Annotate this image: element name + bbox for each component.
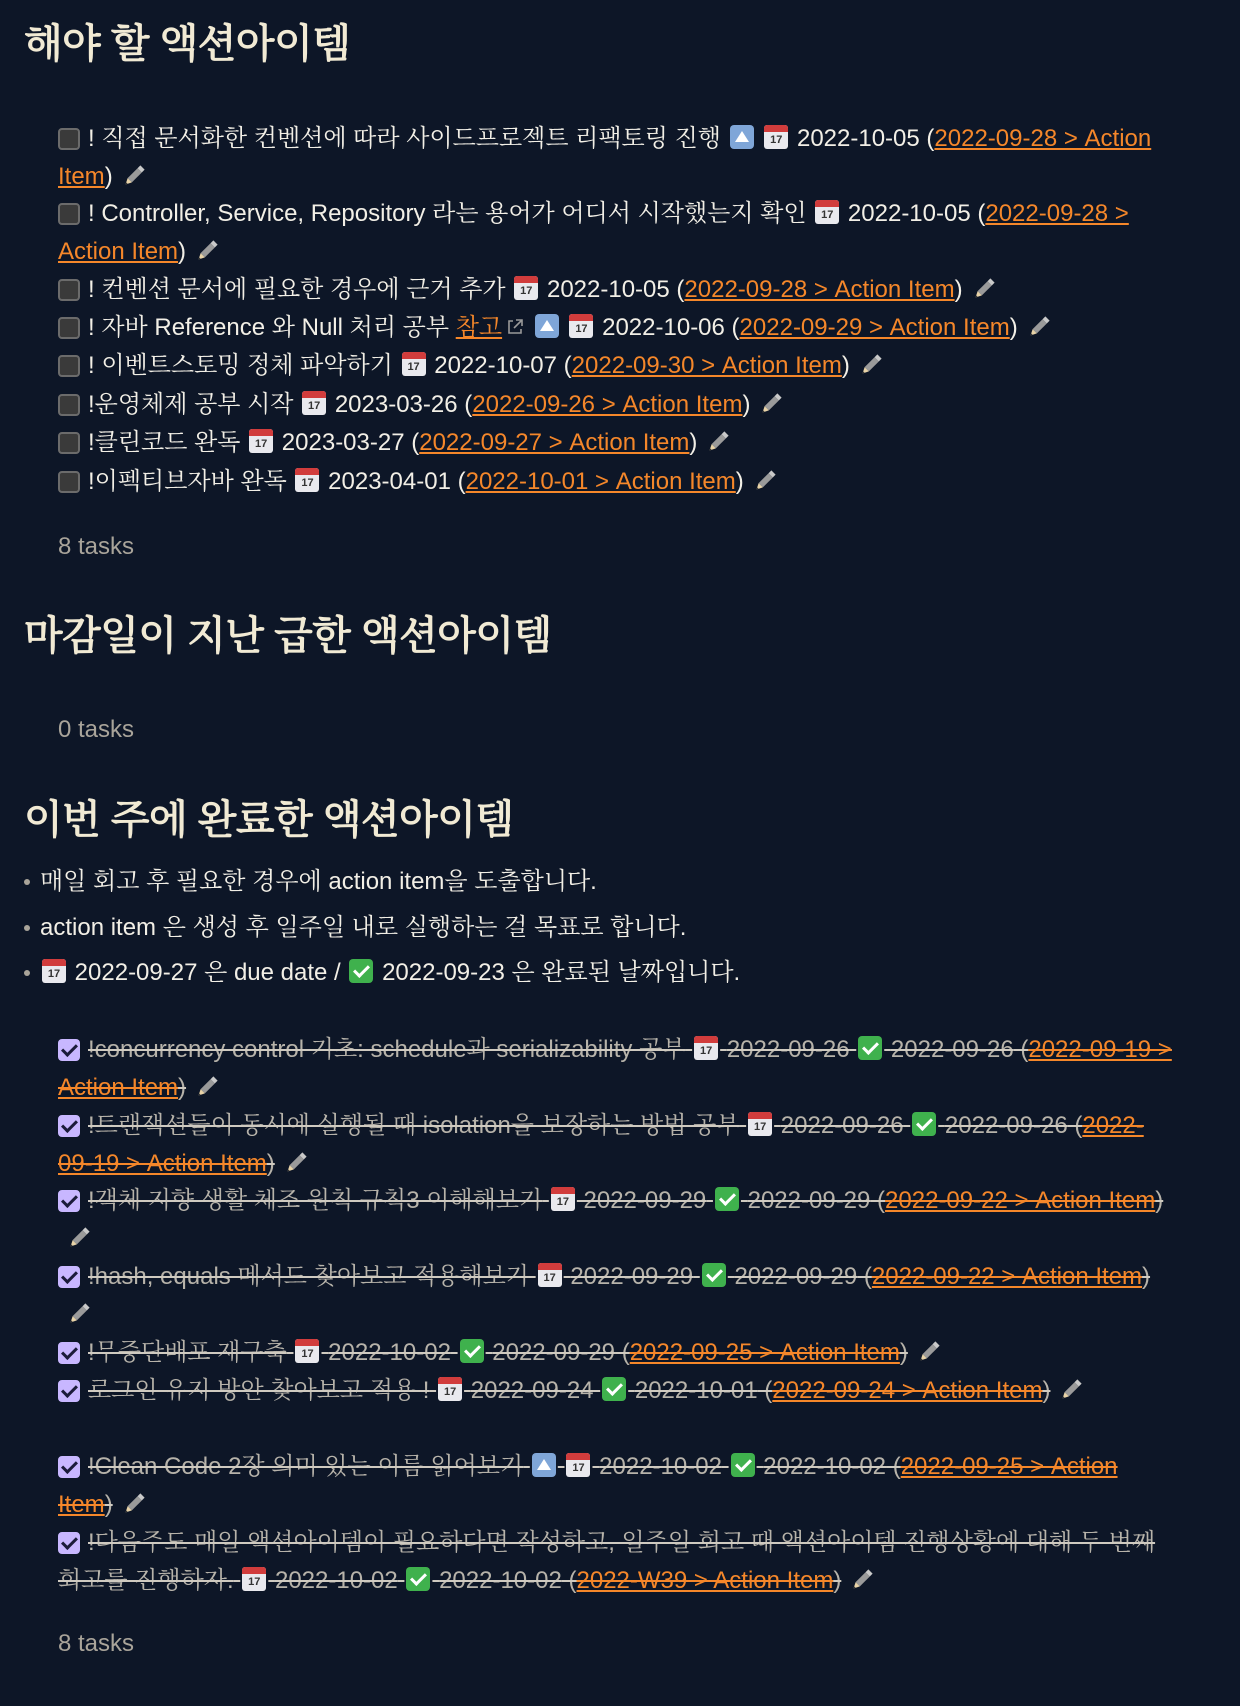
due-date: 2022-09-26 [780, 1112, 904, 1139]
note-text: 매일 회고 후 필요한 경우에 action item을 도출합니다. [40, 868, 597, 895]
source-note-link[interactable]: 2022-09-28 > Action Item [58, 125, 1152, 190]
task-title: 로그인 유지 방안 찾아보고 적용 ! [88, 1377, 430, 1404]
calendar-icon: 17 [402, 352, 426, 376]
task-count: 0 tasks [58, 716, 135, 743]
section-title-done-this-week: 이번 주에 완료한 액션아이템 [24, 798, 514, 842]
source-note-link[interactable]: 2022-09-26 > Action Item [472, 391, 743, 418]
task-text: ! 자바 Reference 와 Null 처리 공부 참고 17 2022-10-06 (2022-09-29 > Action Item) [58, 309, 1178, 347]
due-date: 2022-10-02 [274, 1567, 398, 1594]
due-date: 2023-03-26 [334, 391, 458, 418]
calendar-icon: 17 [42, 959, 66, 983]
pencil-icon[interactable] [758, 391, 784, 417]
task-text: !클린코드 완독 17 2023-03-27 (2022-09-27 > Action Item) [58, 424, 1178, 462]
calendar-icon: 17 [295, 468, 319, 492]
due-date: 2022-09-24 [470, 1377, 594, 1404]
task-text: ! 컨벤션 문서에 필요한 경우에 근거 추가 17 2022-10-05 (2022-09-28 > Action Item) [58, 271, 1178, 309]
calendar-icon: 17 [538, 1263, 562, 1287]
pencil-icon[interactable] [66, 1301, 92, 1327]
check-mark-icon [406, 1567, 430, 1591]
check-mark-icon [715, 1187, 739, 1211]
pencil-icon[interactable] [194, 1074, 220, 1100]
check-mark-icon [460, 1339, 484, 1363]
task-title: ! 직접 문서화한 컨벤션에 따라 사이드프로젝트 리팩토링 진행 [88, 125, 721, 152]
source-note-link[interactable]: 2022-10-01 > Action Item [465, 468, 736, 495]
note-item [24, 864, 597, 900]
source-note-link[interactable]: 2022-09-22 > Action Item [885, 1187, 1156, 1214]
due-date: 2022-09-29 [570, 1263, 694, 1290]
task-title: !이펙티브자바 완독 [88, 468, 287, 495]
external-link-icon [506, 318, 524, 336]
calendar-icon: 17 [566, 1453, 590, 1477]
reference-link[interactable]: 참고 [455, 314, 503, 341]
check-mark-icon [602, 1377, 626, 1401]
source-note-link[interactable]: 2022-09-19 > Action Item [58, 1036, 1172, 1101]
calendar-icon: 17 [748, 1112, 772, 1136]
source-note-link[interactable]: 2022-09-25 > Action Item [629, 1339, 900, 1366]
note-text: action item 은 생성 후 일주일 내로 실행하는 걸 목표로 합니다. [40, 914, 687, 941]
done-date: 2022-10-01 [634, 1377, 758, 1404]
calendar-icon: 17 [295, 1339, 319, 1363]
source-note-link[interactable]: 2022-W39 > Action Item [576, 1567, 834, 1594]
task-title: !무중단배포 재구축 [88, 1339, 287, 1366]
source-note-link[interactable]: 2022-09-28 > Action Item [684, 276, 955, 303]
task-text: !운영체제 공부 시작 17 2023-03-26 (2022-09-26 > Action Item) [58, 386, 1178, 424]
bullet-dot [24, 879, 30, 885]
due-date: 2023-04-01 [328, 468, 451, 495]
task-text: !다음주도 매일 액션아이템이 필요하다면 작성하고, 일주일 회고 때 액션아이템 진행상황에 대해 두 번째 회고를 진행하자. 17 2022-10-02 2022-10-02 (2022-W39 > Action Item) [58, 1529, 1156, 1594]
task-text: ! 이벤트스토밍 정체 파악하기 17 2022-10-07 (2022-09-30 > Action Item) [58, 347, 1178, 385]
pencil-icon[interactable] [1058, 1377, 1084, 1403]
due-date: 2022-10-02 [599, 1453, 722, 1480]
pencil-icon[interactable] [752, 468, 778, 494]
calendar-icon: 17 [815, 200, 839, 224]
bullet-dot [24, 925, 30, 931]
calendar-icon: 17 [242, 1567, 266, 1591]
done-date: 2022-09-29 [734, 1263, 858, 1290]
done-date: 2022-09-26 [890, 1036, 1014, 1063]
due-date: 2022-10-02 [328, 1339, 451, 1366]
calendar-icon: 17 [302, 391, 326, 415]
task-title: !운영체제 공부 시작 [88, 391, 294, 418]
task-count: 8 tasks [58, 533, 135, 560]
task-text: !객체 지향 생활 체조 원칙 규칙3 이해해보기 17 2022-09-29 2022-09-29 (2022-09-22 > Action Item) [58, 1182, 1178, 1258]
calendar-icon: 17 [438, 1377, 462, 1401]
due-date: 2022-10-05 [847, 200, 971, 227]
task-title: ! 이벤트스토밍 정체 파악하기 [88, 352, 393, 379]
pencil-icon[interactable] [705, 429, 731, 455]
check-mark-icon [731, 1453, 755, 1477]
check-mark-icon [912, 1112, 936, 1136]
pencil-icon[interactable] [971, 276, 997, 302]
note-date: 2022-09-23 [382, 959, 505, 986]
note-text: 은 완료된 날짜입니다. [511, 959, 741, 986]
task-count: 8 tasks [58, 1630, 135, 1657]
task-title: !concurrency control 기초: schedule과 serializability 공부 [88, 1036, 686, 1063]
check-mark-icon [702, 1263, 726, 1287]
task-title: ! 컨벤션 문서에 필요한 경우에 근거 추가 [88, 276, 506, 303]
done-date: 2022-10-02 [439, 1567, 562, 1594]
source-note-link[interactable]: 2022-09-28 > Action Item [58, 200, 1129, 265]
done-date: 2022-09-29 [492, 1339, 616, 1366]
up-arrow-icon [535, 314, 559, 338]
done-date: 2022-09-29 [747, 1187, 871, 1214]
pencil-icon[interactable] [1026, 314, 1052, 340]
task-text: !이펙티브자바 완독 17 2023-04-01 (2022-10-01 > Action Item) [58, 463, 1178, 501]
due-date: 2022-10-05 [796, 125, 920, 152]
task-text: !트랜잭션들이 동시에 실행될 때 isolation을 보장하는 방법 공부 17 2022-09-26 2022-09-26 (2022-09-19 > Action Item) [58, 1112, 1144, 1177]
due-date: 2022-09-29 [583, 1187, 707, 1214]
pencil-icon[interactable] [916, 1339, 942, 1365]
task-title: !hash, equals 메서드 찾아보고 적용해보기 [88, 1263, 529, 1290]
pencil-icon[interactable] [283, 1150, 309, 1176]
note-date: 2022-09-27 [74, 959, 198, 986]
source-note-link[interactable]: 2022-09-30 > Action Item [571, 352, 842, 379]
up-arrow-icon [730, 125, 754, 149]
note-item [24, 910, 686, 946]
calendar-icon: 17 [249, 429, 273, 453]
task-text: ! 직접 문서화한 컨벤션에 따라 사이드프로젝트 리팩토링 진행 17 2022-10-05 (2022-09-28 > Action Item) [58, 125, 1152, 190]
task-text: 로그인 유지 방안 찾아보고 적용 ! 17 2022-09-24 2022-10-01 (2022-09-24 > Action Item) [58, 1372, 1178, 1410]
source-note-link[interactable]: 2022-09-25 > Action Item [58, 1453, 1118, 1518]
task-text: ! Controller, Service, Repository 라는 용어가 어디서 시작했는지 확인 17 2022-10-05 (2022-09-28 > Action Item) [58, 200, 1129, 265]
check-mark-icon [349, 959, 373, 983]
pencil-icon[interactable] [849, 1567, 875, 1593]
due-date: 2023-03-27 [281, 429, 405, 456]
section-title-overdue: 마감일이 지난 급한 액션아이템 [24, 614, 552, 658]
pencil-icon[interactable] [121, 163, 147, 189]
check-mark-icon [858, 1036, 882, 1060]
task-title: !클린코드 완독 [88, 429, 241, 456]
due-date: 2022-10-06 [602, 314, 725, 341]
due-date: 2022-09-26 [726, 1036, 850, 1063]
source-note-link[interactable]: 2022-09-24 > Action Item [772, 1377, 1043, 1404]
note-text: 은 due date / [204, 959, 341, 986]
section-title-todo: 해야 할 액션아이템 [24, 22, 351, 66]
source-note-link[interactable]: 2022-09-27 > Action Item [419, 429, 690, 456]
up-arrow-icon [532, 1453, 556, 1477]
calendar-icon: 17 [764, 125, 788, 149]
calendar-icon: 17 [694, 1036, 718, 1060]
done-date: 2022-10-02 [763, 1453, 887, 1480]
task-text: !hash, equals 메서드 찾아보고 적용해보기 17 2022-09-29 2022-09-29 (2022-09-22 > Action Item) [58, 1258, 1178, 1334]
calendar-icon: 17 [569, 314, 593, 338]
calendar-icon: 17 [514, 276, 538, 300]
source-note-link[interactable]: 2022-09-29 > Action Item [739, 314, 1010, 341]
task-text: !무중단배포 재구축 17 2022-10-02 2022-09-29 (2022-09-25 > Action Item) [58, 1334, 1178, 1372]
task-title: !트랜잭션들이 동시에 실행될 때 isolation을 보장하는 방법 공부 [88, 1112, 740, 1139]
done-date: 2022-09-26 [944, 1112, 1068, 1139]
task-title: !다음주도 매일 액션아이템이 필요하다면 작성하고, 일주일 회고 때 액션아이템 진행상황에 대해 두 번째 회고를 진행하자. [58, 1529, 1156, 1594]
task-title: ! Controller, Service, Repository 라는 용어가 어디서 시작했는지 확인 [88, 200, 807, 227]
pencil-icon[interactable] [858, 352, 884, 378]
task-title: !객체 지향 생활 체조 원칙 규칙3 이해해보기 [88, 1187, 543, 1214]
pencil-icon[interactable] [121, 1491, 147, 1517]
pencil-icon[interactable] [194, 238, 220, 264]
due-date: 2022-10-07 [434, 352, 557, 379]
source-note-link[interactable]: 2022-09-22 > Action Item [871, 1263, 1143, 1290]
pencil-icon[interactable] [66, 1225, 92, 1251]
bullet-dot [24, 970, 30, 976]
task-text: !Clean Code 2장 의미 있는 이름 읽어보기 17 2022-10-02 2022-10-02 (2022-09-25 > Action Item) [58, 1453, 1118, 1518]
task-text: !concurrency control 기초: schedule과 serializability 공부 17 2022-09-26 2022-09-26 (2022-09-19 > Action Item) [58, 1036, 1172, 1101]
calendar-icon: 17 [551, 1187, 575, 1211]
source-note-link[interactable]: 2022-09-19 > Action Item [58, 1112, 1144, 1177]
task-title: !Clean Code 2장 의미 있는 이름 읽어보기 [88, 1453, 524, 1480]
note-item [24, 955, 740, 991]
task-title: ! 자바 Reference 와 Null 처리 공부 [88, 314, 450, 341]
due-date: 2022-10-05 [546, 276, 670, 303]
